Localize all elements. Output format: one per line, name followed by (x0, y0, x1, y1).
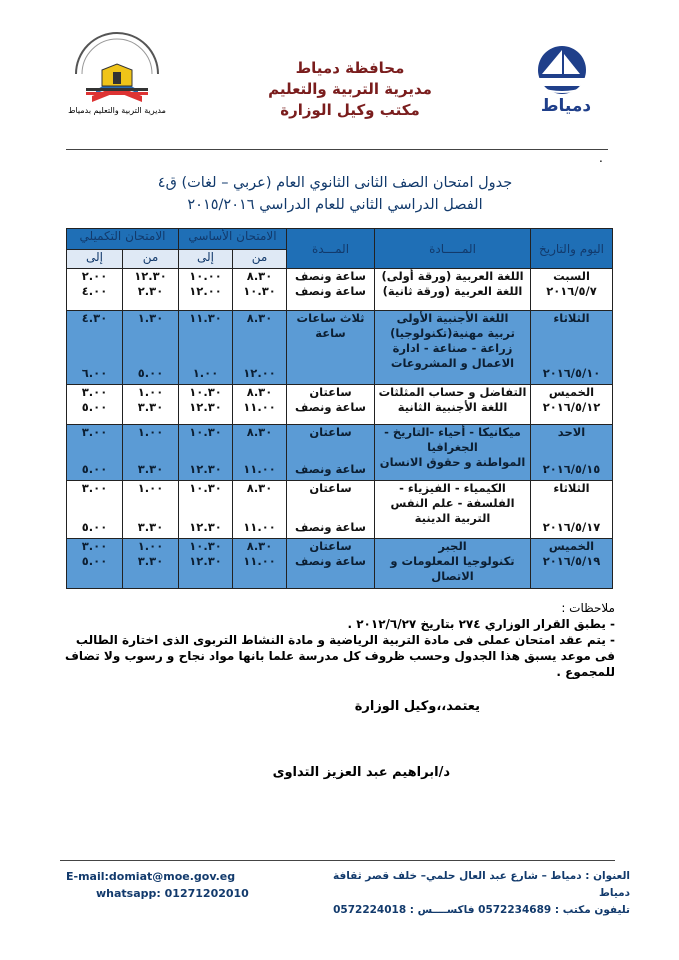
cell-duration-value: ساعة ونصف (295, 520, 366, 534)
cell-duration-value: ساعة (315, 326, 346, 340)
cell-supp-from-value: ١.٠٠ (137, 481, 164, 495)
cell-basic-from-value: ١١.٠٠ (243, 462, 276, 476)
cell-supp-to (67, 385, 123, 425)
col-header-supp-to: إلى (67, 250, 123, 269)
cell-day-date (531, 311, 613, 385)
cell-subject (375, 269, 531, 311)
day-name: الخميس (548, 385, 595, 399)
cell-basic-from-value: ١١.٠٠ (243, 554, 276, 568)
exam-date: ٢٠١٦/٥/١٢ (542, 400, 601, 414)
subject-line: المواطنة و حقوق الانسان (379, 455, 526, 469)
exam-date: ٢٠١٦/٥/١٥ (542, 462, 601, 476)
schedule-subtitle: الفصل الدراسي الثاني للعام الدراسي ٢٠١٥/٢٠١٦ (187, 197, 483, 213)
cell-basic-to (179, 385, 233, 425)
cell-basic-to-value: ١٠.٣٠ (189, 481, 222, 495)
cell-supp-to-value: ٥.٠٠ (81, 554, 108, 568)
cell-supp-from-value: ١٢.٣٠ (134, 269, 167, 283)
cell-supp-to (67, 425, 123, 481)
col-header-duration: المـــدة (287, 229, 375, 269)
cell-supp-from-value: ٥.٠٠ (137, 366, 164, 380)
cell-basic-from (233, 269, 287, 311)
directorate-name: مديرية التربية والتعليم (268, 80, 432, 98)
cell-supp-from-value: ٣.٣٠ (137, 462, 164, 476)
cell-basic-from-value: ١٠.٣٠ (243, 284, 276, 298)
cell-basic-to-value: ١٢.٠٠ (189, 284, 222, 298)
cell-basic-to (179, 481, 233, 539)
cell-duration-value: ساعتان (309, 385, 352, 399)
cell-supp-from (123, 481, 179, 539)
cell-basic-to-value: ١٢.٣٠ (189, 520, 222, 534)
cell-supp-from-value: ١.٠٠ (137, 425, 164, 439)
exam-date: ٢٠١٦/٥/٧ (546, 284, 597, 298)
subject-line: الكيمياء - الفيزياء - (399, 481, 506, 495)
cell-duration-value: ساعة ونصف (295, 284, 366, 298)
footer-contact-ar (330, 868, 630, 919)
cell-supp-to-value: ٣.٠٠ (81, 425, 108, 439)
cell-basic-from-value: ٨.٣٠ (246, 481, 273, 495)
cell-day-date (531, 539, 613, 589)
cell-supp-from (123, 385, 179, 425)
whatsapp-number: 01271202010 (164, 887, 249, 900)
cell-supp-from-value: ١.٠٠ (137, 385, 164, 399)
cell-supp-from-value: ١.٠٠ (137, 539, 164, 553)
note-item: - يطبق القرار الوزاري ٢٧٤ بتاريخ ٢٠١٢/٦/٢٧ . (347, 617, 615, 631)
cell-day-date (531, 481, 613, 539)
cell-supp-from-value: ١.٣٠ (137, 311, 164, 325)
cell-basic-to-value: ١٠.٣٠ (189, 425, 222, 439)
whatsapp-label: whatsapp: (96, 887, 161, 900)
subject-line: الاعمال و المشروعات (390, 356, 515, 370)
directorate-logo (62, 30, 172, 122)
table-row (67, 385, 613, 425)
schedule-title: جدول امتحان الصف الثانى الثانوي العام (عربي – لغات) ق٤ (157, 175, 513, 191)
cell-basic-from-value: ٨.٣٠ (246, 425, 273, 439)
cell-supp-to-value: ٥.٠٠ (81, 400, 108, 414)
cell-subject (375, 425, 531, 481)
col-header-basic-to: إلى (179, 250, 233, 269)
cell-supp-to-value: ٣.٠٠ (81, 539, 108, 553)
cell-basic-to (179, 269, 233, 311)
subject-line: اللغة الأجنبية الأولى (396, 311, 509, 325)
cell-basic-from (233, 311, 287, 385)
dot-mark: . (599, 151, 603, 165)
cell-supp-to-value: ٥.٠٠ (81, 462, 108, 476)
cell-supp-to-value: ٣.٠٠ (81, 481, 108, 495)
cell-basic-to (179, 539, 233, 589)
cell-day-date (531, 385, 613, 425)
cell-basic-to-value: ١٠.٠٠ (189, 269, 222, 283)
cell-subject (375, 481, 531, 539)
cell-basic-from (233, 385, 287, 425)
cell-basic-from (233, 481, 287, 539)
cell-supp-to (67, 311, 123, 385)
cell-duration (287, 269, 375, 311)
day-name: الثلاثاء (553, 311, 590, 325)
cell-duration-value: ساعتان (309, 425, 352, 439)
col-header-supplementary-exam: الامتحان التكميلي (67, 229, 179, 250)
cell-supp-from-value: ٣.٣٠ (137, 520, 164, 534)
footer-address: العنوان : دمياط – شارع عبد العال حلمي– خلف قصر ثقافة دمياط (332, 870, 630, 899)
col-header-basic-exam: الامتحان الأساسي (179, 229, 287, 250)
notes-heading: ملاحظات : (561, 601, 615, 615)
cell-supp-to-value: ٦.٠٠ (81, 366, 108, 380)
day-name: الخميس (548, 539, 595, 553)
cell-supp-to-value: ٤.٣٠ (81, 311, 108, 325)
col-header-day-date: اليوم والتاريخ (531, 229, 613, 269)
damietta-logo (518, 40, 614, 120)
day-name: الاحد (557, 425, 586, 439)
cell-basic-from-value: ٨.٣٠ (246, 311, 273, 325)
cell-supp-to (67, 481, 123, 539)
cell-basic-from-value: ١١.٠٠ (243, 400, 276, 414)
cell-basic-to-value: ١٢.٣٠ (189, 400, 222, 414)
subject-line: التربية الدينية (414, 511, 491, 525)
cell-basic-to-value: ١٠.٣٠ (189, 539, 222, 553)
governorate-name: محافظة دمياط (295, 59, 405, 77)
cell-supp-to (67, 269, 123, 311)
subject-line: اللغة العربية (ورقة أولى) (381, 269, 524, 283)
note-item: - يتم عقد امتحان عملى فى مادة التربية الرياضية و مادة النشاط التربوى الذى اختارة الطالب فى موعد يسبق هذا الجدول وحسب ظروف كل مدرسة علما بانها مواد نجاح و رسوب ولا تضاف للمجموع . (64, 633, 615, 679)
cell-supp-to-value: ٥.٠٠ (81, 520, 108, 534)
cell-duration-value: ثلاث ساعات (296, 311, 365, 325)
subject-line: الجبر (438, 539, 467, 553)
cell-supp-from (123, 425, 179, 481)
header-divider (66, 149, 608, 150)
cell-duration-value: ساعتان (309, 539, 352, 553)
notes-section (60, 600, 615, 680)
cell-basic-from (233, 539, 287, 589)
cell-basic-from-value: ١١.٠٠ (243, 520, 276, 534)
cell-subject (375, 311, 531, 385)
directorate-logo-caption: مديرية التربية والتعليم بدمياط (68, 106, 166, 115)
cell-supp-from-value: ٣.٣٠ (137, 554, 164, 568)
table-row (67, 481, 613, 539)
subject-line: زراعة - صناعة - ادارة (392, 341, 513, 355)
cell-basic-to-value: ١٢.٣٠ (189, 462, 222, 476)
footer-contact-en (66, 868, 266, 902)
cell-basic-from-value: ١٢.٠٠ (243, 366, 276, 380)
cell-basic-from-value: ٨.٣٠ (246, 539, 273, 553)
footer-phone: تليفون مكتب : 0572234689 فاكســــس : 0572224018 (333, 904, 630, 916)
cell-supp-from-value: ٢.٣٠ (137, 284, 164, 298)
subject-line: التفاضل و حساب المثلثات (378, 385, 527, 399)
day-name: الثلاثاء (553, 481, 590, 495)
subject-line: اللغة العربية (ورقة ثانية) (382, 284, 523, 298)
col-header-basic-from: من (233, 250, 287, 269)
cell-basic-to-value: ١١.٣٠ (189, 311, 222, 325)
cell-supp-to-value: ٣.٠٠ (81, 385, 108, 399)
cell-supp-from-value: ٣.٣٠ (137, 400, 164, 414)
cell-subject (375, 385, 531, 425)
subject-line: تربية مهنية(تكنولوجيا) (390, 326, 515, 340)
subject-line: تكنولوجيا المعلومات و (390, 554, 515, 568)
cell-duration (287, 311, 375, 385)
cell-duration-value: ساعتان (309, 481, 352, 495)
cell-duration-value: ساعة ونصف (295, 400, 366, 414)
subject-line: الفلسفة - علم النفس (390, 496, 515, 510)
exam-date: ٢٠١٦/٥/١٩ (542, 554, 601, 568)
footer-divider (60, 860, 615, 861)
email-link[interactable]: domiat@moe.gov.eg (108, 870, 236, 883)
day-name: السبت (553, 269, 590, 283)
cell-supp-from (123, 539, 179, 589)
header-title-block (200, 58, 500, 121)
table-row (67, 539, 613, 589)
cell-subject (375, 539, 531, 589)
cell-duration (287, 385, 375, 425)
cell-basic-from (233, 425, 287, 481)
cell-basic-from-value: ٨.٣٠ (246, 385, 273, 399)
signer-name: د/ابراهيم عبد العزيز التداوى (272, 765, 450, 780)
cell-supp-to-value: ٤.٠٠ (81, 284, 108, 298)
cell-day-date (531, 425, 613, 481)
cell-supp-to-value: ٢.٠٠ (81, 269, 108, 283)
cell-basic-to-value: ١.٠٠ (192, 366, 219, 380)
cell-duration (287, 539, 375, 589)
cell-basic-to-value: ١٠.٣٠ (189, 385, 222, 399)
table-row (67, 425, 613, 481)
approval-line: يعتمد،،وكيل الوزارة (354, 699, 480, 714)
email-label: E-mail: (66, 870, 109, 883)
subject-line: الجغرافيا (427, 440, 478, 454)
cell-duration-value: ساعة ونصف (295, 554, 366, 568)
cell-duration-value: ساعة ونصف (295, 269, 366, 283)
subject-line: ميكانيكا - أحياء -التاريخ - (384, 425, 521, 439)
col-header-subject: المـــــادة (375, 229, 531, 269)
cell-basic-to (179, 311, 233, 385)
office-name: مكتب وكيل الوزارة (280, 101, 420, 119)
cell-day-date (531, 269, 613, 311)
exam-date: ٢٠١٦/٥/١٧ (542, 520, 601, 534)
exam-date: ٢٠١٦/٥/١٠ (542, 366, 601, 380)
cell-basic-to-value: ١٢.٣٠ (189, 554, 222, 568)
cell-supp-from (123, 311, 179, 385)
col-header-supp-from: من (123, 250, 179, 269)
table-row (67, 269, 613, 311)
cell-basic-from-value: ٨.٣٠ (246, 269, 273, 283)
exam-schedule-table (66, 228, 613, 589)
cell-basic-to (179, 425, 233, 481)
cell-supp-to (67, 539, 123, 589)
cell-duration-value: ساعة ونصف (295, 462, 366, 476)
table-row (67, 311, 613, 385)
subject-line: الاتصال (431, 569, 474, 583)
subject-line: اللغة الأجنبية الثانية (397, 400, 508, 414)
cell-supp-from (123, 269, 179, 311)
cell-duration (287, 425, 375, 481)
cell-duration (287, 481, 375, 539)
damietta-logo-text: دمياط (540, 96, 592, 116)
